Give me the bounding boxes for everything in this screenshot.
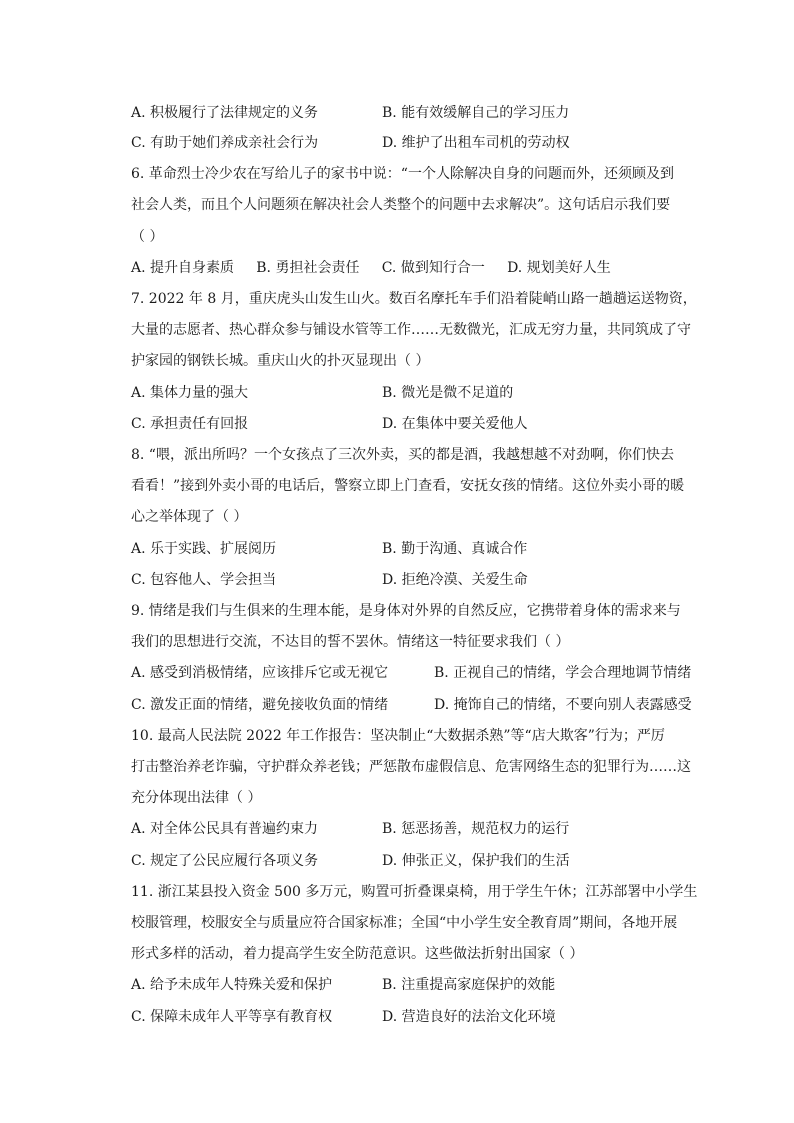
q8-option-a: A. 乐于实践、扩展阅历 [131,541,277,557]
q11-option-b: B. 注重提高家庭保护的效能 [382,977,556,993]
q9-stem-line1: 9. 情绪是我们与生俱来的生理本能，是身体对外界的自然反应，它携带着身体的需求来与 [131,603,681,619]
q10-option-c: C. 规定了公民应履行各项义务 [131,853,319,869]
q7-option-b: B. 微光是微不足道的 [382,385,514,401]
q8-stem-line3: 心之举体现了（ ） [131,509,248,525]
q7-stem-line2: 大量的志愿者、热心群众参与铺设水管等工作……无数微光，汇成无穷力量，共同筑成了守 [131,322,691,338]
q10-stem-line2: 打击整治养老诈骗，守护群众养老钱；严惩散布虚假信息、危害网络生态的犯罪行为……这 [131,759,691,775]
q5-option-c: C. 有助于她们养成亲社会行为 [131,135,319,151]
q8-stem-line2: 看看！”接到外卖小哥的电话后，警察立即上门查看，安抚女孩的情绪。这位外卖小哥的暖 [131,478,685,494]
q11-option-d: D. 营造良好的法治文化环境 [382,1009,556,1025]
q6-answer-blank: （ ） [131,229,164,245]
q7-option-a: A. 集体力量的强大 [131,385,249,401]
q9-stem-line2: 我们的思想进行交流，不达目的誓不罢休。情绪这一特征要求我们（ ） [131,634,570,650]
q7-stem-line3: 护家园的钢铁长城。重庆山火的扑灭显现出（ ） [131,353,430,369]
q6-options: A. 提升自身素质 B. 勇担社会责任 C. 做到知行合一 D. 规划美好人生 [131,260,611,276]
q5-option-b: B. 能有效缓解自己的学习压力 [382,105,570,121]
q6-stem-line2: 社会人类，而且个人问题须在解决社会人类整个的问题中去求解决”。这句话启示我们要 [131,197,671,213]
q9-option-b: B. 正视自己的情绪，学会合理地调节情绪 [434,665,692,681]
q10-option-a: A. 对全体公民具有普遍约束力 [131,821,319,837]
q11-stem-line3: 形式多样的活动，着力提高学生安全防范意识。这些做法折射出国家（ ） [131,946,584,962]
q7-stem-line1: 7. 2022 年 8 月，重庆虎头山发生山火。数百名摩托车手们沿着陡峭山路一趟趟运送物资， [131,291,697,307]
q11-option-a: A. 给予未成年人特殊关爱和保护 [131,977,333,993]
q7-option-c: C. 承担责任有回报 [131,416,249,432]
q10-stem-line1: 10. 最高人民法院 2022 年工作报告：坚决制止“大数据杀熟”等“店大欺客”行为；严厉 [131,728,665,744]
q6-stem-line1: 6. 革命烈士冷少农在写给儿子的家书中说：“一个人除解决自身的问题而外，还须顾及到 [131,166,674,182]
q10-option-b: B. 惩恶扬善，规范权力的运行 [382,821,570,837]
q11-stem-line2: 校服管理，校服安全与质量应符合国家标准；全国“中小学生安全教育周”期间，各地开展 [131,915,678,931]
q10-stem-line3: 充分体现出法律（ ） [131,790,262,806]
q5-option-a: A. 积极履行了法律规定的义务 [131,105,319,121]
q5-option-d: D. 维护了出租车司机的劳动权 [382,135,570,151]
q10-option-d: D. 伸张正义，保护我们的生活 [382,853,570,869]
q8-stem-line1: 8. “喂，派出所吗？一个女孩点了三次外卖，买的都是酒，我越想越不对劲啊，你们快去 [131,447,674,463]
q8-option-b: B. 勤于沟通、真诚合作 [382,541,528,557]
q9-option-c: C. 激发正面的情绪，避免接收负面的情绪 [131,697,389,713]
q11-option-c: C. 保障未成年人平等享有教育权 [131,1009,333,1025]
q7-option-d: D. 在集体中要关爱他人 [382,416,528,432]
q9-option-a: A. 感受到消极情绪，应该排斥它或无视它 [131,665,389,681]
q8-option-c: C. 包容他人、学会担当 [131,572,277,588]
q9-option-d: D. 掩饰自己的情绪，不要向别人表露感受 [434,697,692,713]
q11-stem-line1: 11. 浙江某县投入资金 500 多万元，购置可折叠课桌椅，用于学生午休；江苏部署中小学生 [131,884,698,900]
q8-option-d: D. 拒绝冷漠、关爱生命 [382,572,528,588]
